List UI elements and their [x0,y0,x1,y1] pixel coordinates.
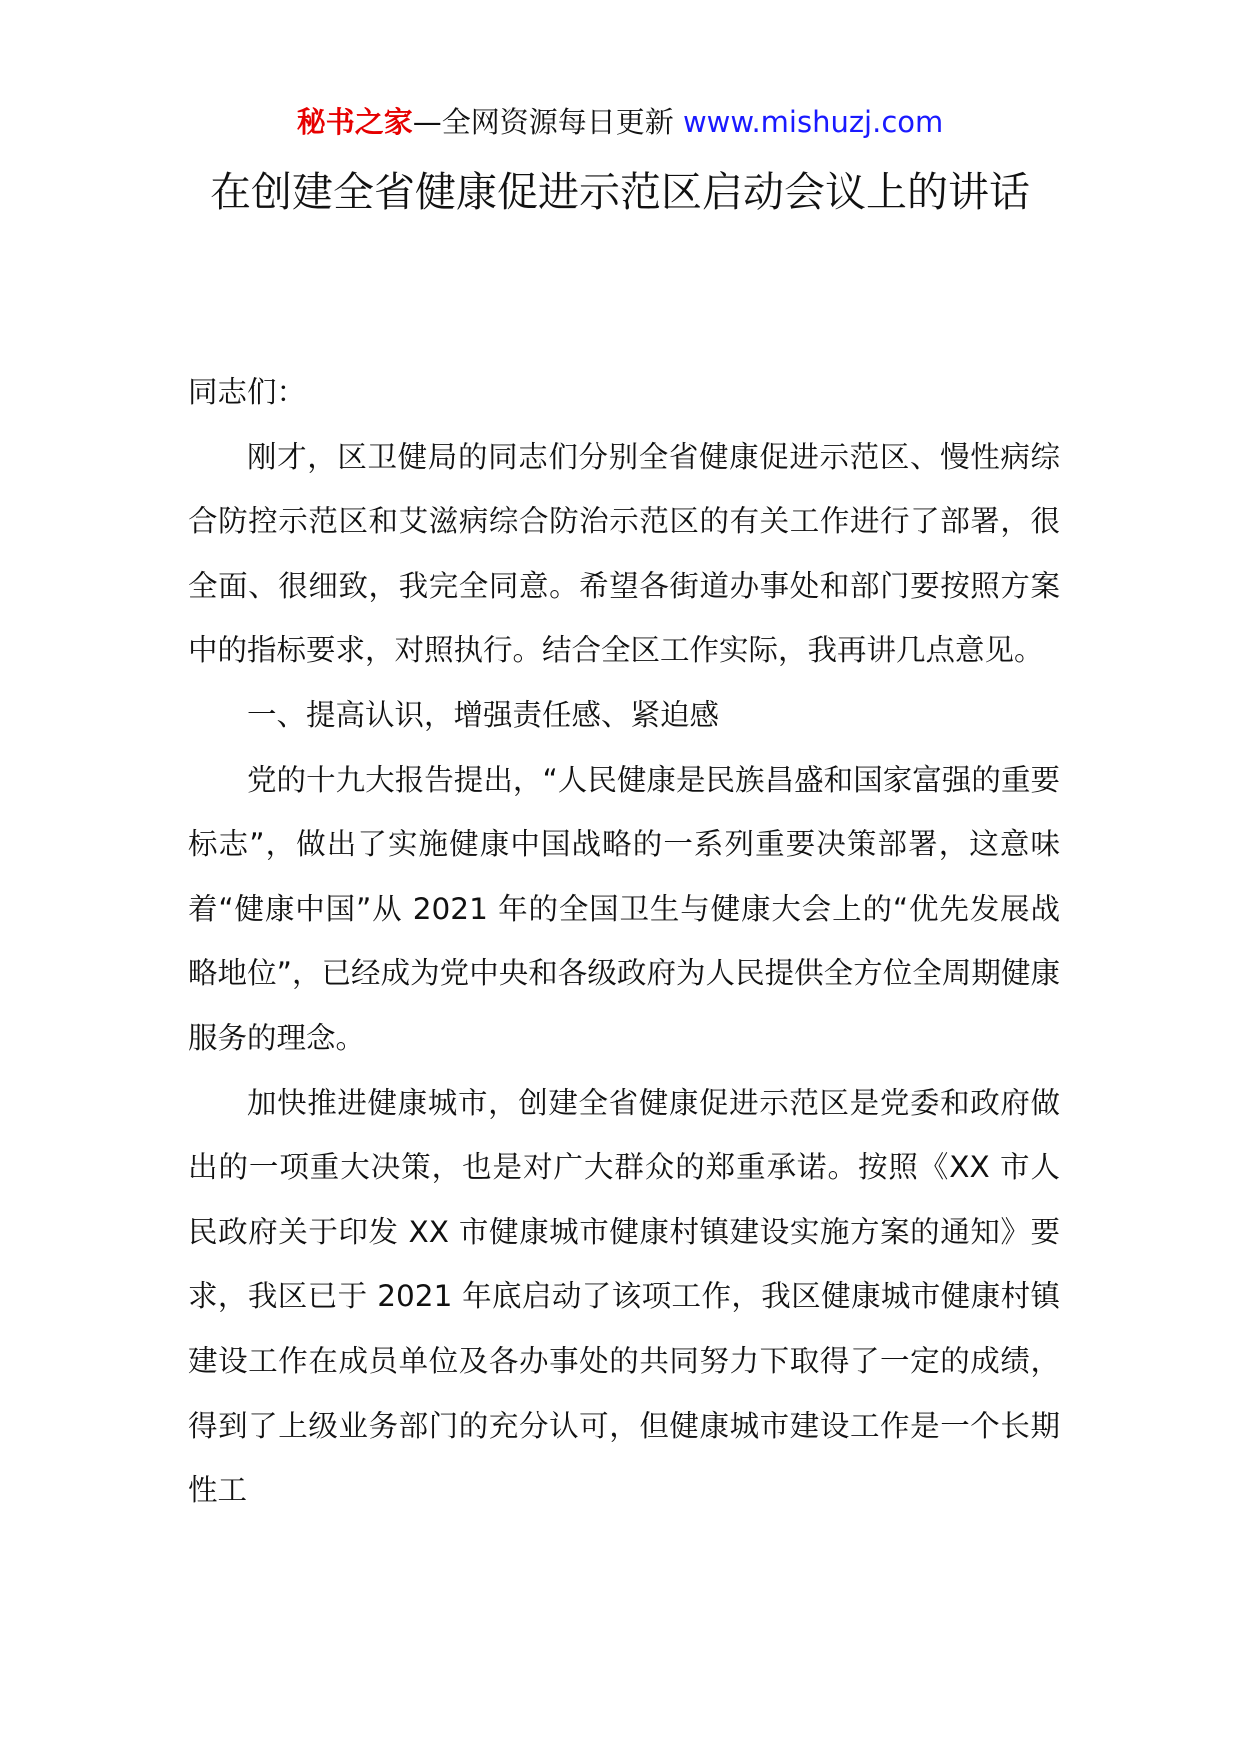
paragraph-2: 党的十九大报告提出，“人民健康是民族昌盛和国家富强的重要标志”，做出了实施健康中国战略的一系列重要决策部署，这意味着“健康中国”从 2021 年的全国卫生与健康大会上的“优先发展战略地位”，已经成为党中央和各级政府为人民提供全方位全周期健康服务的理念。 [188,762,1060,1055]
site-url-link[interactable]: www.mishuzj.com [682,105,944,139]
paragraph-1: 刚才，区卫健局的同志们分别全省健康促进示范区、慢性病综合防控示范区和艾滋病综合防治示范区的有关工作进行了部署，很全面、很细致，我完全同意。希望各街道办事处和部门要按照方案中的指标要求，对照执行。结合全区工作实际，我再讲几点意见。 [188,439,1060,668]
site-header [0,102,1240,142]
site-brand: 秘书之家 [296,105,413,139]
document-title: 在创建全省健康促进示范区启动会议上的讲话 [210,168,1030,216]
document-body [188,360,1060,1523]
section-heading-1: 一、提高认识，增强责任感、紧迫感 [247,697,720,732]
site-tagline: —全网资源每日更新 [412,105,674,139]
paragraph-3: 加快推进健康城市，创建全省健康促进示范区是党委和政府做出的一项重大决策，也是对广大群众的郑重承诺。按照《XX 市人民政府关于印发 XX 市健康城市健康村镇建设实施方案的通知》要求，我区已于 2021 年底启动了该项工作，我区健康城市健康村镇建设工作在成员单位及各办事处的共同努力下取得了一定的成绩，得到了上级业务部门的充分认可，但健康城市建设工作是一个长期性工 [188,1085,1060,1508]
salutation: 同志们： [188,375,307,409]
